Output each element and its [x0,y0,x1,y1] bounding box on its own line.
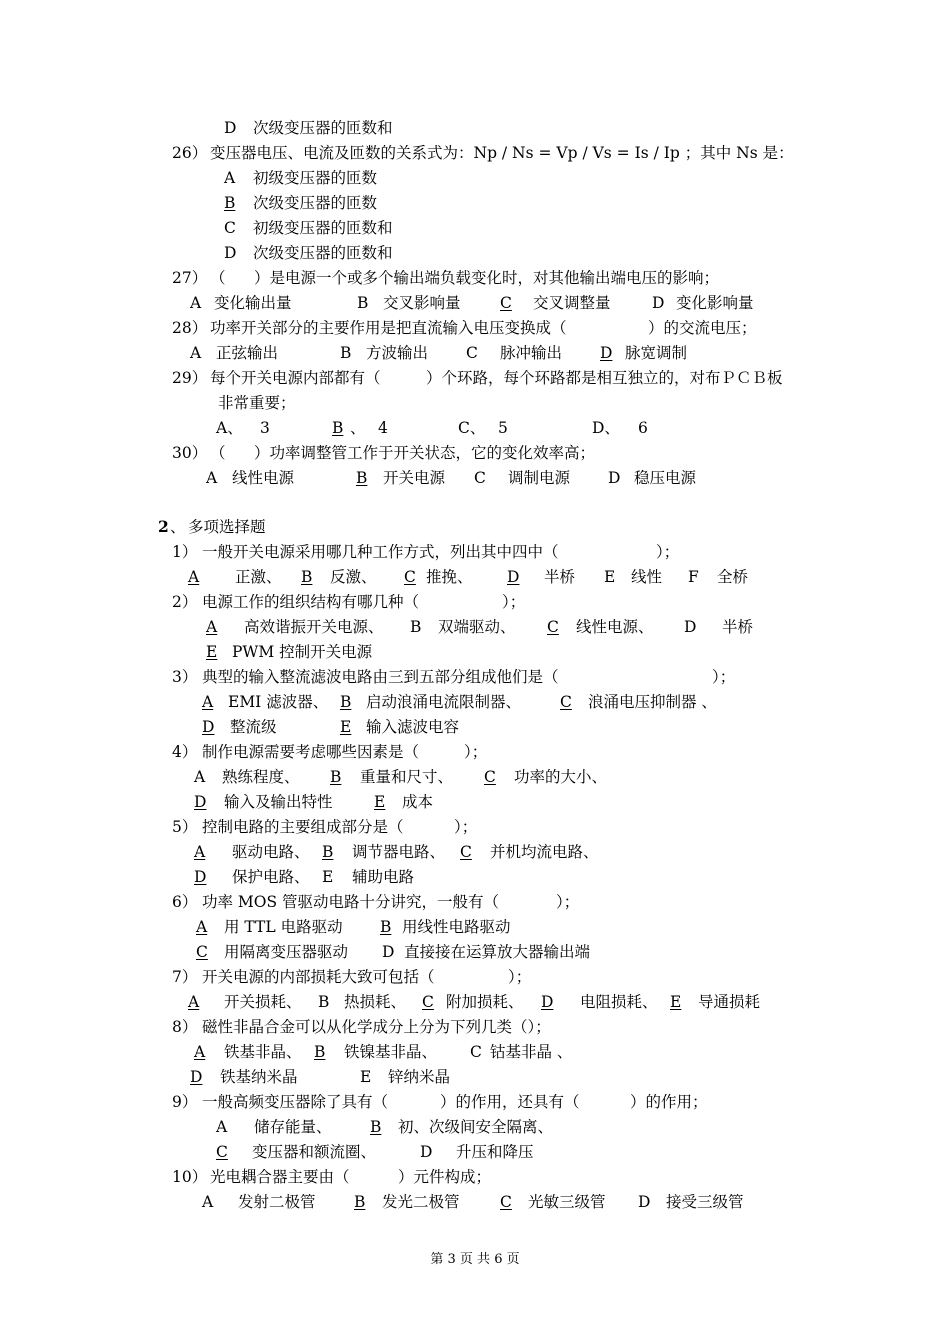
text-segment: 10） [172,1168,208,1186]
text-segment: 典型的输入整流滤波电路由三到五部分组成他们是（ [202,668,559,686]
text-segment: 用 TTL 电路驱动 [224,918,343,936]
text-segment: 直接接在运算放大器输出端 [404,943,591,961]
text-segment: B [340,344,352,362]
text-segment: 光电耦合器主要由（ [210,1168,350,1186]
text-segment: C、 [458,419,486,437]
text-segment: 方波输出 [366,344,429,362]
text-segment: （ [210,444,226,462]
text-segment: 用隔离变压器驱动 [224,943,349,961]
answer-marker: B [224,194,236,212]
answer-marker: A [196,918,208,936]
answer-marker: A [194,843,206,861]
answer-marker: D [202,718,215,736]
text-segment: A [202,1193,214,1211]
text-segment: 调节器电路、 [352,843,446,861]
text-segment: 多项选择题 [188,518,266,536]
text-segment: 每个开关电源内部都有（ [210,369,381,387]
text-segment: 附加损耗、 [446,993,524,1011]
text-segment: 26） [172,144,208,162]
text-segment: 次级变压器的匝数和 [253,244,393,262]
text-segment: 发光二极管 [382,1193,460,1211]
answer-marker: C [547,618,559,636]
text-segment: 重量和尺寸、 [360,768,454,786]
text-segment: B [410,618,422,636]
text-segment: 高效谐振开关电源、 [244,618,384,636]
text-segment: A [216,1118,228,1136]
answer-marker: D [194,793,207,811]
text-segment: C [470,1043,482,1061]
text-segment: 控制电路的主要组成部分是（ [202,818,404,836]
text-segment: 保护电路、 [232,868,310,886]
text-segment: 整流级 [230,718,277,736]
text-segment: D [382,943,395,961]
text-segment: 变压器电压、电流及匝数的关系式为：Np / Ns = Vp / Vs = Is / Ip ；其中 Ns 是： [210,144,794,162]
answer-marker: C [196,943,208,961]
text-segment: 7） [172,968,198,986]
text-segment: 辅助电路 [352,868,415,886]
text-segment: ）； [502,593,526,611]
answer-marker: A [202,693,214,711]
text-segment: 线性 [631,568,663,586]
page-footer: 第 3 页 共 6 页 [430,1252,520,1267]
text-segment: 变化输出量 [214,294,292,312]
text-segment: 光敏三级管 [528,1193,606,1211]
answer-marker: B [301,568,313,586]
text-segment: 次级变压器的匝数和 [253,119,393,137]
answer-marker: C [460,843,472,861]
answer-marker: A [188,568,200,586]
text-segment: 升压和降压 [456,1143,534,1161]
text-segment: 5 [498,419,508,437]
text-segment: EMI 滤波器、 [228,693,329,711]
text-segment: 钴基非晶 、 [490,1043,573,1061]
text-segment: 6） [172,893,198,911]
answer-marker: E [340,718,352,736]
text-segment: ）； [656,543,680,561]
text-segment: 制作电源需要考虑哪些因素是（ [202,743,420,761]
text-segment: 磁性非晶合金可以从化学成分上分为下列几类（）； [202,1018,551,1036]
text-segment: 变化影响量 [676,294,754,312]
text-segment: A [190,344,202,362]
text-segment: 开关损耗、 [224,993,302,1011]
text-segment: 变压器和额流圈、 [252,1143,377,1161]
text-segment: ）； [508,968,532,986]
text-segment: 半桥 [544,568,576,586]
text-segment: 次级变压器的匝数 [253,194,378,212]
text-segment: D [638,1193,651,1211]
text-segment: ）； [556,893,580,911]
text-segment: 28） [172,319,208,337]
text-segment: 半桥 [722,618,754,636]
answer-marker: B [380,918,392,936]
text-segment: E [604,568,616,586]
answer-marker: B [314,1043,326,1061]
text-segment: C [466,344,478,362]
answer-marker: D [541,993,554,1011]
text-segment: 反激、 [330,568,377,586]
text-segment: 稳压电源 [634,469,697,487]
text-segment: ）元件构成； [398,1168,492,1186]
text-segment: 8） [172,1018,198,1036]
text-segment: 正激、 [235,568,282,586]
text-segment: 、 [350,419,366,437]
text-segment: 铁镍基非晶、 [344,1043,438,1061]
answer-marker: C [560,693,572,711]
text-segment: 非常重要； [218,394,296,412]
text-segment: 2） [172,593,198,611]
answer-marker: C [422,993,434,1011]
text-segment: D [608,469,621,487]
text-segment: ）； [712,668,736,686]
text-segment: 双端驱动、 [438,618,516,636]
answer-marker: C [500,1193,512,1211]
text-segment: （ [210,269,226,287]
answer-marker: C [484,768,496,786]
text-segment: 熟练程度、 [222,768,300,786]
text-segment: 初级变压器的匝数 [253,169,378,187]
text-segment: 推挽、 [426,568,473,586]
text-segment: ）个环路，每个环路都是相互独立的，对布ＰＣＢ板 [426,369,783,387]
text-segment: 4 [378,419,388,437]
text-segment: 输入及输出特性 [224,793,333,811]
text-segment: PWM 控制开关电源 [232,643,373,661]
answer-marker: D [194,868,207,886]
text-segment: D [652,294,665,312]
text-segment: 并机均流电路、 [490,843,599,861]
text-segment: 功率的大小、 [514,768,608,786]
text-segment: 5） [172,818,198,836]
text-segment: B [318,993,330,1011]
text-segment: 热损耗、 [344,993,407,1011]
text-segment: 全桥 [717,568,749,586]
text-segment: 初、次级间安全隔离、 [398,1118,554,1136]
text-segment: 调制电源 [508,469,571,487]
text-segment: C [224,219,236,237]
text-segment: 3 [260,419,270,437]
text-segment: 、 [170,518,186,536]
answer-marker: B [354,1193,366,1211]
text-segment: 功率开关部分的主要作用是把直流输入电压变换成（ [210,319,567,337]
text-segment: 线性电源、 [576,618,654,636]
text-segment: 1） [172,543,198,561]
text-segment: 3） [172,668,198,686]
text-segment: D [224,119,237,137]
answer-marker: C [500,294,512,312]
text-segment: E [322,868,334,886]
text-segment: D [420,1143,433,1161]
text-segment: C [474,469,486,487]
text-segment: 交叉影响量 [383,294,461,312]
text-segment: D [224,244,237,262]
text-segment: A [224,169,236,187]
text-segment: 导通损耗 [698,993,761,1011]
text-segment: 脉宽调制 [625,344,688,362]
text-segment: 30） [172,444,208,462]
text-segment: 浪涌电压抑制器 、 [588,693,717,711]
answer-marker: D [190,1068,203,1086]
text-segment: 锌纳米晶 [388,1068,451,1086]
answer-marker: B [370,1118,382,1136]
text-segment: 29） [172,369,208,387]
text-segment: ）是电源一个或多个输出端负载变化时，对其他输出端电压的影响； [254,269,720,287]
text-segment: B [357,294,369,312]
text-segment: 线性电源 [232,469,295,487]
text-segment: 脉冲输出 [500,344,563,362]
answer-marker: B [322,843,334,861]
text-segment: 4） [172,743,198,761]
text-segment: 储存能量、 [254,1118,332,1136]
text-segment: 27） [172,269,208,287]
text-segment: ）； [454,818,478,836]
text-segment: 9） [172,1093,198,1111]
answer-marker: B [332,419,344,437]
text-segment: A [206,469,218,487]
answer-marker: A [188,993,200,1011]
text-segment: E [360,1068,372,1086]
text-segment: 输入滤波电容 [366,718,460,736]
text-segment: A [194,768,206,786]
text-segment: 用线性电路驱动 [402,918,511,936]
answer-marker: C [404,568,416,586]
text-segment: 2 [158,517,169,536]
text-segment: ）的作用； [630,1093,708,1111]
text-segment: 驱动电路、 [232,843,310,861]
text-segment: 6 [638,419,648,437]
text-segment: F [688,568,699,586]
answer-marker: A [194,1043,206,1061]
answer-marker: E [206,643,218,661]
answer-marker: A [206,618,218,636]
text-segment: 初级变压器的匝数和 [253,219,393,237]
text-segment: A、 [216,419,243,437]
text-segment: 成本 [402,793,434,811]
text-segment: A [190,294,202,312]
text-segment: 电源工作的组织结构有哪几种（ [202,593,420,611]
text-segment: 启动浪涌电流限制器、 [366,693,522,711]
answer-marker: D [600,344,613,362]
text-segment: 接受三级管 [666,1193,744,1211]
text-segment: ）； [464,743,488,761]
text-segment: ）的交流电压； [648,319,757,337]
text-segment: 开关电源 [383,469,446,487]
answer-marker: E [670,993,682,1011]
answer-marker: B [356,469,368,487]
text-segment: 功率 MOS 管驱动电路十分讲究，一般有（ [202,893,500,911]
text-segment: D [684,618,697,636]
text-segment: 发射二极管 [238,1193,316,1211]
answer-marker: B [330,768,342,786]
text-segment: 电阻损耗、 [580,993,658,1011]
answer-marker: C [216,1143,228,1161]
text-segment: 开关电源的内部损耗大致可包括（ [202,968,435,986]
text-segment: 一般开关电源采用哪几种工作方式，列出其中四中（ [202,543,559,561]
text-segment: ）功率调整管工作于开关状态，它的变化效率高； [254,444,596,462]
text-segment: 交叉调整量 [533,294,611,312]
answer-marker: B [340,693,352,711]
text-segment: 一般高频变压器除了具有（ [202,1093,389,1111]
text-segment: 铁基非晶、 [224,1043,302,1061]
text-segment: 正弦输出 [216,344,279,362]
text-segment: ）的作用，还具有（ [440,1093,580,1111]
text-segment: 铁基纳米晶 [220,1068,298,1086]
text-segment: D、 [592,419,620,437]
answer-marker: D [507,568,520,586]
answer-marker: E [374,793,386,811]
